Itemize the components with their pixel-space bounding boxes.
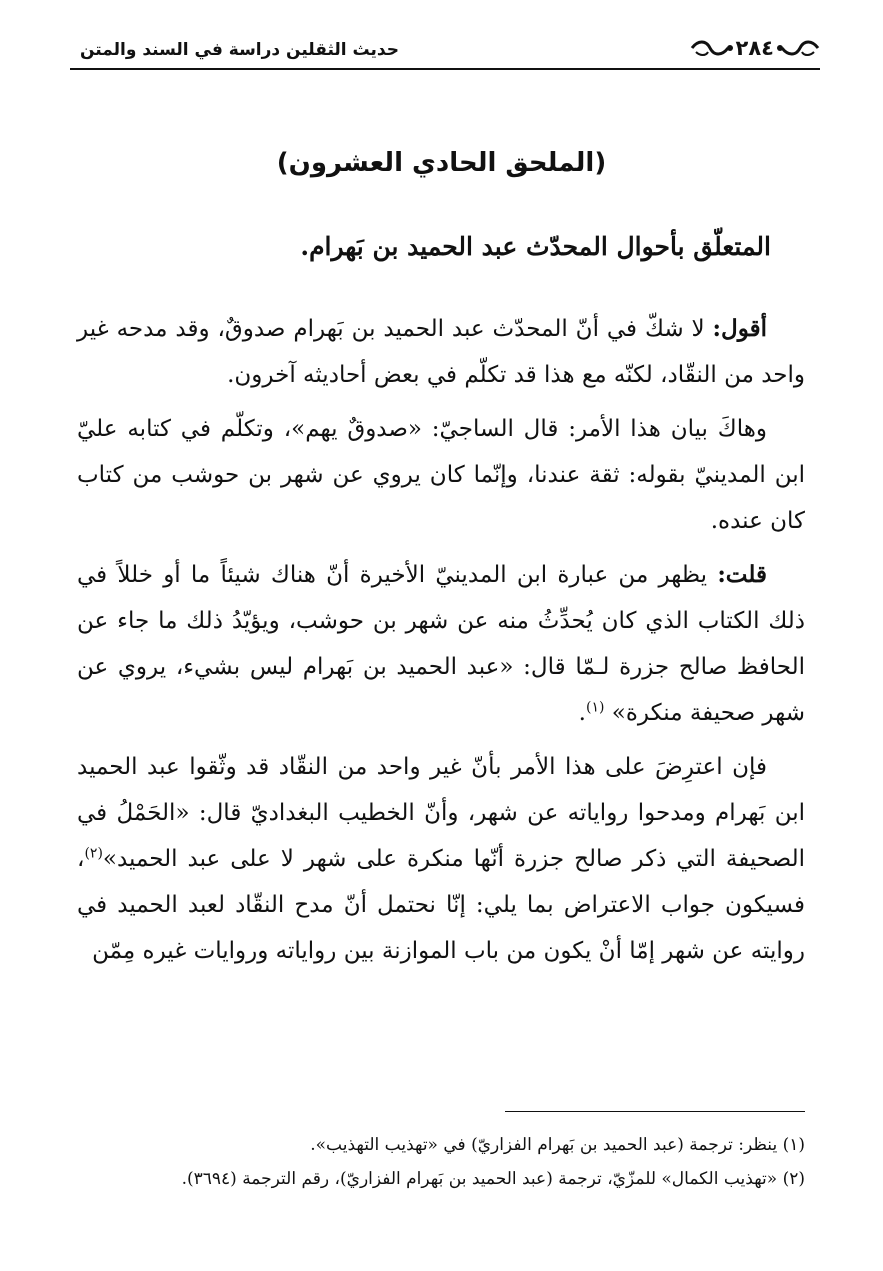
section-heading: (الملحق الحادي العشرون) bbox=[276, 148, 607, 178]
paragraph-text: فإن اعترِضَ على هذا الأمر بأنّ غير واحد من النقّاد قد وثّقوا عبد الحميد ابن بَهرام ومدحوا رواياته عن شهر، وأنّ الخطيب البغداديّ قال: «الحَمْلُ في الصحيفة التي ذكر صالح جزرة أنّها منكرة على شهر لا على عبد الحميد» bbox=[77, 754, 805, 872]
paragraph-text: وهاكَ بيان هذا الأمر: قال الساجيّ: «صدوقٌ يهم»، وتكلّم في كتابه عليّ ابن المدينيّ بقوله: ثقة عندنا، وإنّما كان يروي عن شهر بن حوشب من كتاب كان عنده. bbox=[77, 416, 805, 534]
paragraph-lead: قلت: bbox=[717, 561, 767, 588]
paragraph bbox=[77, 744, 805, 974]
paragraph-tail: ، فسيكون جواب الاعتراض بما يلي: إنّا نحتمل أنّ مدح النقّاد لعبد الحميد في روايته عن شهر إمّا أنْ يكون من باب الموازنة بين رواياته وروايات غيره مِمّن bbox=[77, 846, 805, 964]
paragraph bbox=[77, 406, 805, 544]
paragraph-tail: . bbox=[578, 700, 586, 726]
paragraph bbox=[77, 552, 805, 736]
footnote-ref[interactable]: (١) bbox=[585, 699, 605, 716]
running-title: حديث الثقلين دراسة في السند والمتن bbox=[80, 40, 399, 60]
scroll-ornament-icon bbox=[776, 38, 820, 58]
footnotes bbox=[77, 1128, 805, 1196]
paragraph-text: يظهر من عبارة ابن المدينيّ الأخيرة أنّ هناك شيئاً ما أو خللاً في ذلك الكتاب الذي كان يُحدِّثُ منه عن شهر بن حوشب، ويؤيّدُ ذلك ما جاء عن الحافظ صالح جزرة لـمّا قال: «عبد الحميد بن بَهرام ليس بشيء، يروي عن شهر صحيفة منكرة» bbox=[77, 562, 805, 726]
paragraph-lead: أقول: bbox=[712, 315, 767, 342]
page-number: ٢٨٤ bbox=[735, 36, 774, 60]
page-number-block bbox=[690, 36, 820, 60]
header-rule bbox=[70, 68, 820, 70]
running-header bbox=[70, 30, 820, 70]
footnote: (١) ينظر: ترجمة (عبد الحميد بن بَهرام الفزاريّ) في «تهذيب التهذيب». bbox=[310, 1135, 805, 1155]
footnote-ref[interactable]: (٢) bbox=[84, 845, 103, 862]
paragraph-text: لا شكّ في أنّ المحدّث عبد الحميد بن بَهرام صدوقٌ، وقد مدحه غير واحد من النقّاد، لكنّه مع هذا قد تكلّم في بعض أحاديثه آخرون. bbox=[77, 316, 805, 388]
footnote-separator bbox=[505, 1111, 805, 1112]
body-text bbox=[77, 306, 805, 982]
section-subheading: المتعلّق بأحوال المحدّث عبد الحميد بن بَهرام. bbox=[300, 232, 771, 261]
paragraph bbox=[77, 306, 805, 398]
footnote: (٢) «تهذيب الكمال» للمزّيّ، ترجمة (عبد الحميد بن بَهرام الفزاريّ)، رقم الترجمة (٣٦٩٤). bbox=[181, 1169, 805, 1189]
scroll-ornament-icon bbox=[690, 38, 734, 58]
